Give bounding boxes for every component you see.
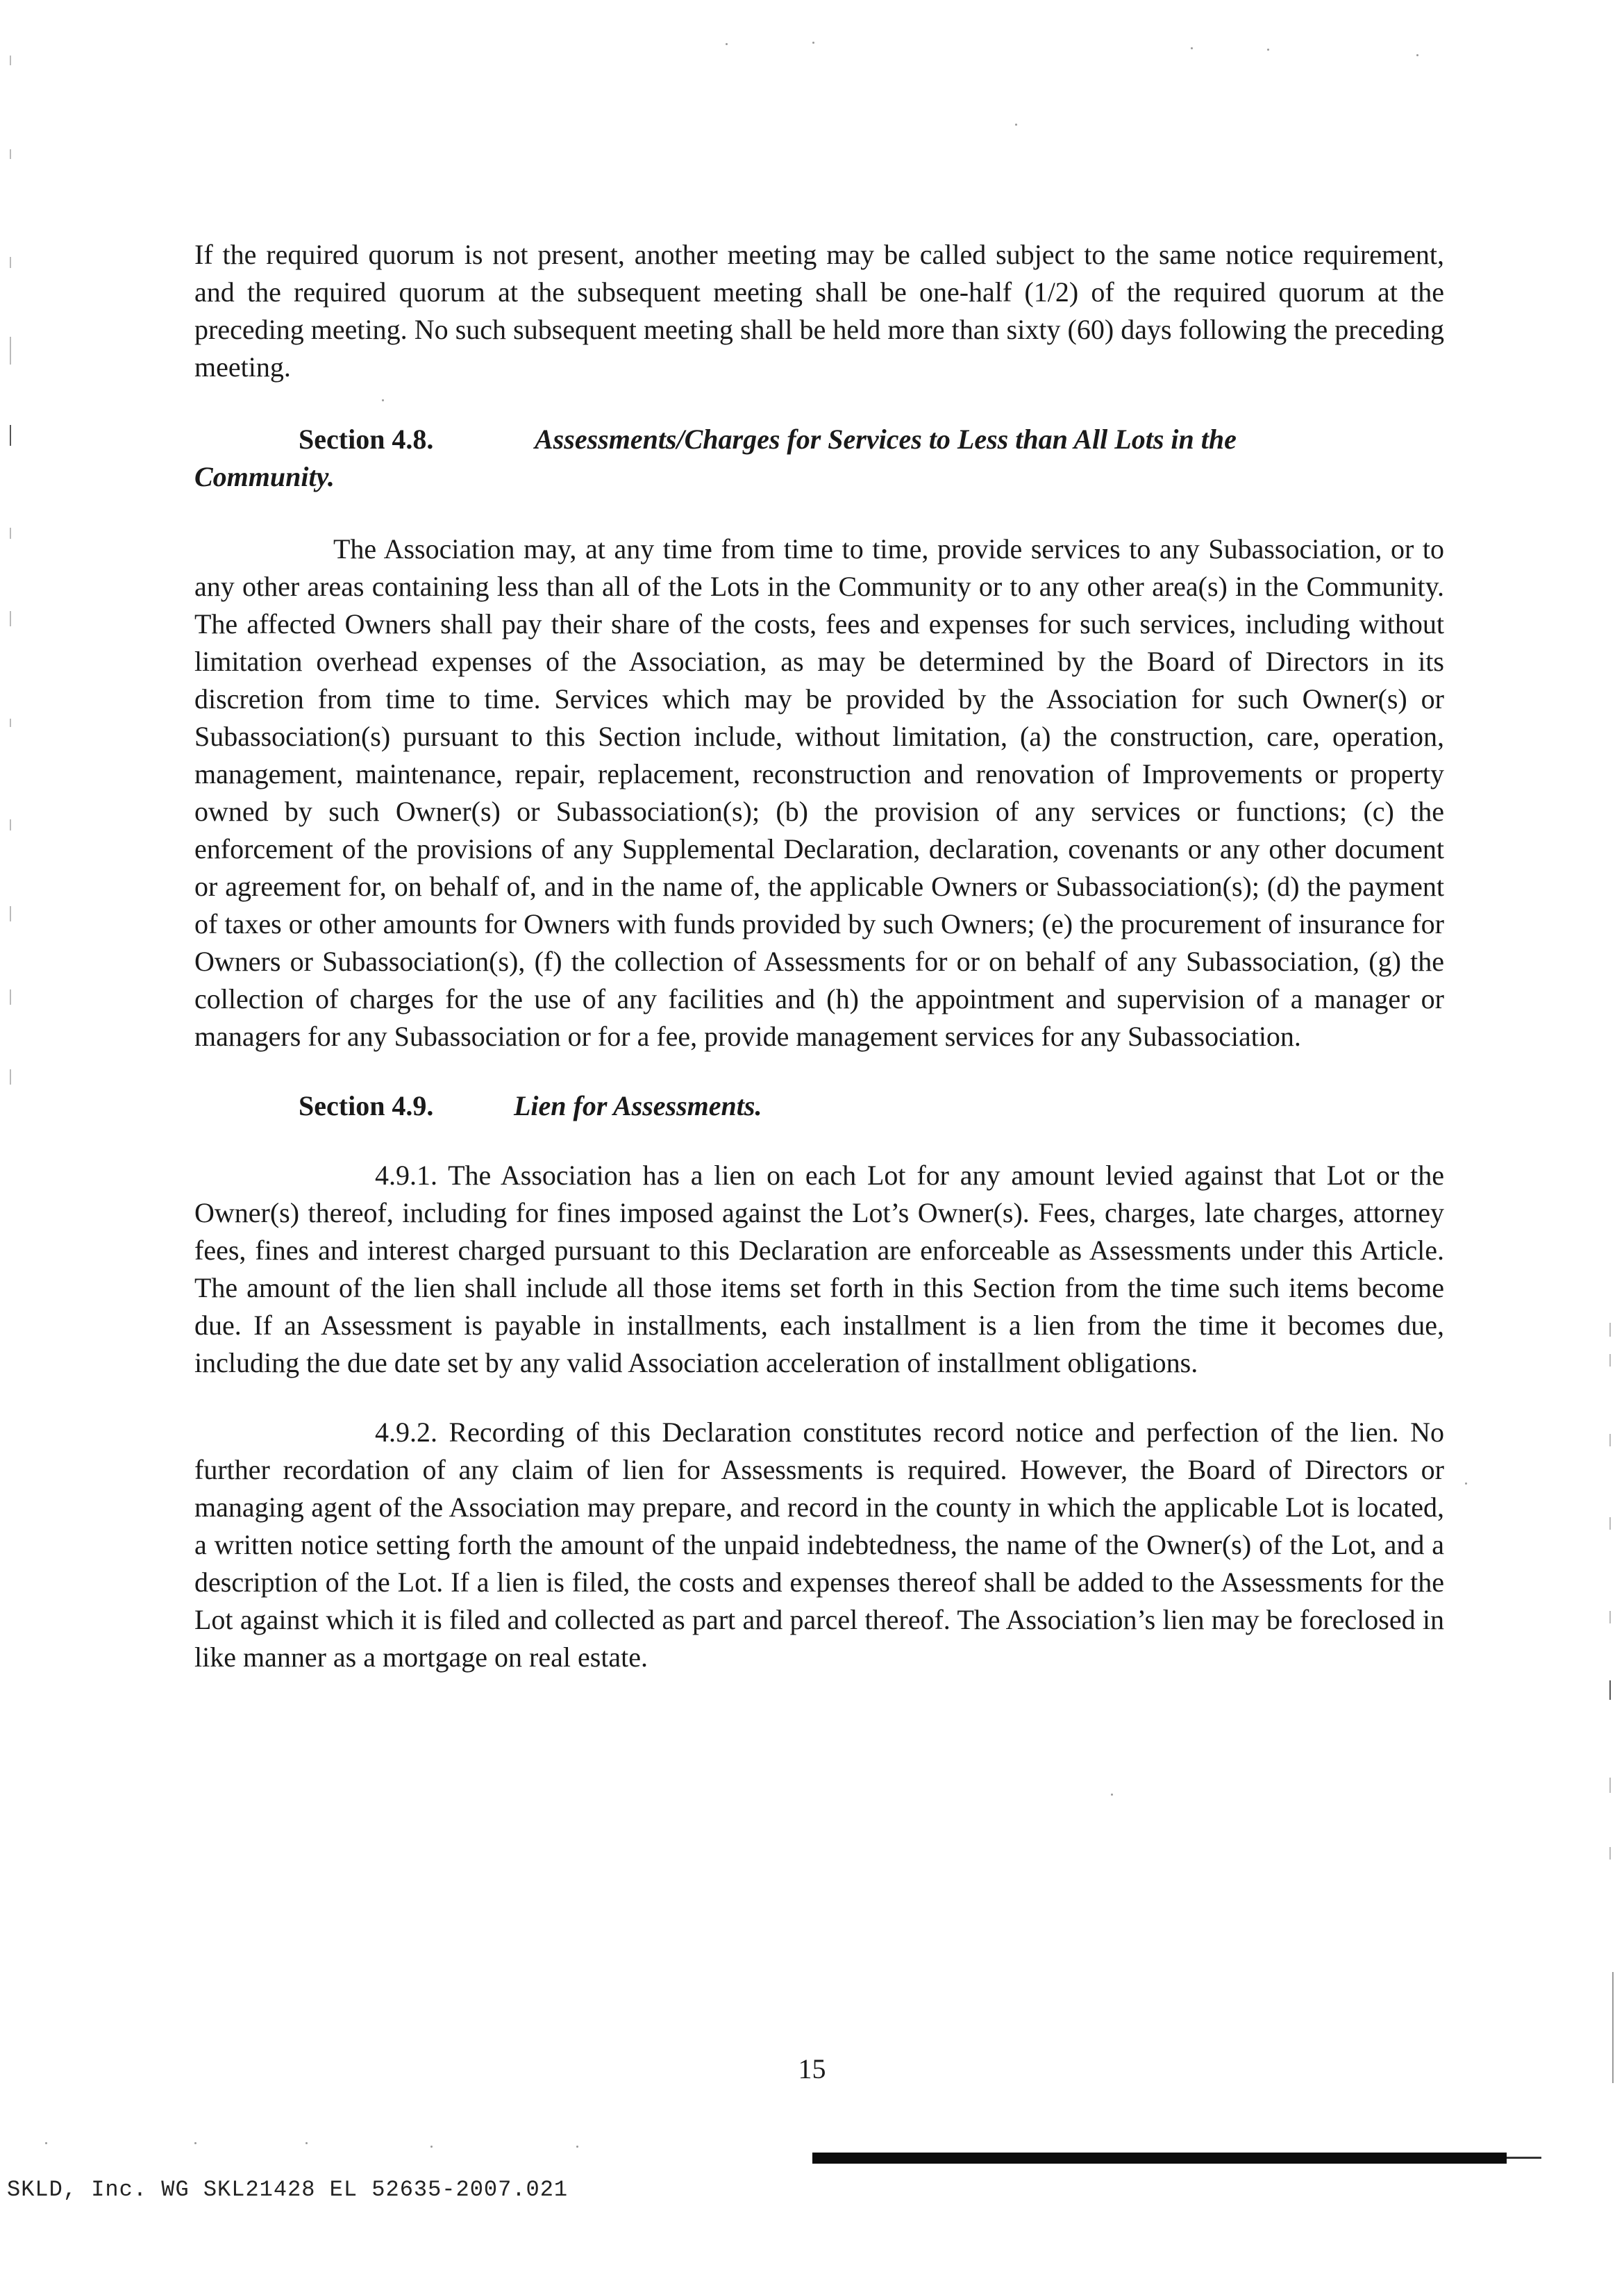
scan-mark — [10, 1069, 11, 1085]
scan-dot — [45, 2142, 47, 2144]
scan-dot — [726, 43, 728, 45]
section-4-8-heading — [194, 421, 1444, 496]
scan-mark — [10, 149, 11, 159]
scan-dot — [812, 42, 814, 44]
scan-dot — [305, 2142, 308, 2144]
scan-mark — [10, 337, 11, 365]
scan-dot — [576, 2146, 578, 2148]
scan-mark — [1609, 1847, 1611, 1860]
scan-mark — [1609, 1517, 1611, 1530]
footer-document-code: SKLD, Inc. WG SKL21428 EL 52635-2007.021 — [7, 2177, 569, 2203]
scan-mark — [1609, 1680, 1611, 1700]
scan-dot — [1267, 49, 1269, 51]
scan-mark — [1609, 1778, 1611, 1793]
scan-dot — [1465, 1482, 1467, 1485]
scan-mark — [10, 425, 11, 446]
scan-dot — [1191, 47, 1193, 49]
scan-dot — [1416, 54, 1418, 56]
page-number: 15 — [798, 2053, 826, 2084]
paragraph-4-9-2: 4.9.2. Recording of this Declaration constitutes record notice and perfection of the lien. No further recordation of any claim of lien for Assessments is required. However, the Board of Directors or managing agent of the Association may prepare, and record in the county in which the applicable Lot is located, a written notice setting forth the amount of the unpaid indebtedness, the name of the Owner(s) of the Lot, and a description of the Lot. If a lien is filed, the costs and expenses thereof shall be added to the Assessments for the Lot against which it is filed and collected as part and parcel thereof. The Association’s lien may be foreclosed in like manner as a mortgage on real estate. — [194, 1417, 1444, 1673]
section-4-8-title-continued: Community. — [194, 461, 335, 492]
scan-dot — [1015, 124, 1017, 126]
scan-mark — [10, 528, 11, 539]
scan-mark — [10, 906, 11, 921]
scan-mark — [10, 257, 11, 268]
section-4-8-title: Assessments/Charges for Services to Less than All Lots in the — [535, 424, 1237, 455]
section-4-8-paragraph: The Association may, at any time from time to time, provide services to any Subassociation, or to any other areas containing less than all of the Lots in the Community or to any other area(s) in the Community. The affected Owners shall pay their share of the costs, fees and expenses for such services, including without limitation overhead expenses of the Association, as may be determined by the Board of Directors in its discretion from time to time. Services which may be provided by the Association for such Owner(s) or Subassociation(s) pursuant to this Section include, without limitation, (a) the construction, care, operation, management, maintenance, repair, replacement, reconstruction and renovation of Improvements or property owned by such Owner(s) or Subassociation(s); (b) the provision of any services or functions; (c) the enforcement of the provisions of any Supplemental Declaration, declaration, covenants or any other document or agreement for, on behalf of, and in the name of, the applicable Owners or Subassociation(s); (d) the payment of taxes or other amounts for Owners with funds provided by such Owners; (e) the procurement of insurance for Owners or Subassociation(s), (f) the collection of Assessments for or on behalf of any Subassociation, (g) the collection of charges for the use of any facilities and (h) the appointment and supervision of a manager or managers for any Subassociation or for a fee, provide management services for any Subassociation. — [194, 533, 1444, 1052]
paragraph-4-9-1: 4.9.1. The Association has a lien on each Lot for any amount levied against that Lot or the Owner(s) thereof, including for fines imposed against the Lot’s Owner(s). Fees, charges, late charges, attorney fees, fines and interest charged pursuant to this Declaration are enforceable as Assessments under this Article. The amount of the lien shall include all those items set forth in this Section from the time such items become due. If an Assessment is payable in installments, each installment is a lien from the time it becomes due, including the due date set by any valid Association acceleration of installment obligations. — [194, 1160, 1444, 1378]
scan-mark — [1609, 1434, 1611, 1446]
section-4-8-number: Section 4.8. — [299, 424, 434, 455]
footer-rule-tail — [1507, 2157, 1541, 2159]
section-4-9-heading — [194, 1087, 1444, 1125]
scan-mark — [1609, 1354, 1611, 1367]
scan-mark — [10, 56, 11, 65]
scan-dot — [430, 2146, 433, 2148]
footer-rule — [812, 2153, 1507, 2164]
scan-dot — [194, 2142, 196, 2144]
scan-mark — [10, 611, 11, 626]
scan-mark — [10, 989, 11, 1005]
section-4-9-number: Section 4.9. — [299, 1090, 434, 1121]
document-body — [194, 236, 1444, 1676]
scan-mark — [1609, 1323, 1611, 1337]
scan-mark — [10, 719, 11, 727]
intro-paragraph: If the required quorum is not present, another meeting may be called subject to the same notice requirement, and the required quorum at the subsequent meeting shall be one-half (1/2) of the required quorum at the preceding meeting. No such subsequent meeting shall be held more than sixty (60) days following the preceding meeting. — [194, 239, 1444, 383]
scan-mark — [1609, 1611, 1611, 1623]
scan-mark — [10, 819, 11, 830]
scan-dot — [1111, 1794, 1113, 1796]
section-4-9-title: Lien for Assessments. — [514, 1090, 762, 1121]
